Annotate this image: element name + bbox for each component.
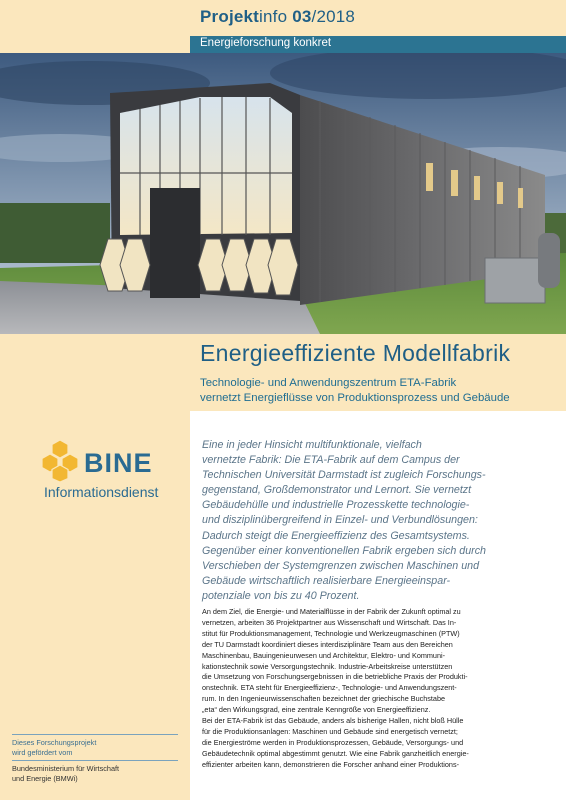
body-line: die Energieströme werden in Produktionsprozessen, Gebäude, Versorgungs- und (202, 737, 464, 747)
logo-wordmark: BINE (84, 448, 153, 478)
funding-divider (12, 760, 178, 761)
lead-line: Gegenüber einer konventionellen Fabrik ergeben sich durch (202, 544, 486, 557)
page-subtitle (200, 376, 510, 406)
lead-line: und disziplinübergreifend in Einzel- und Verbundlösungen: (202, 514, 478, 527)
body-line: für die Produktionsanlagen: Maschinen und Gebäude sind energetisch vernetzt; (202, 726, 458, 736)
header-bar (190, 0, 566, 36)
body-text (202, 607, 559, 771)
lead-line: Verschieben der Systemgrenzen zwischen Maschinen und (202, 559, 480, 572)
lead-line: Dadurch steigt die Energieeffizienz des Gesamtsystems. (202, 529, 470, 542)
funding-line: Dieses Forschungsprojekt (12, 738, 97, 747)
lead-line: Eine in jeder Hinsicht multifunktionale, vielfach (202, 439, 422, 451)
title-band (190, 334, 566, 411)
funding-line: wird gefördert vom (12, 748, 73, 757)
lead-line: Gebäude wirtschaftlich realisierbare Energieeinspar- (202, 574, 451, 587)
body-line: An dem Ziel, die Energie- und Materialflüsse in der Fabrik der Zukunft optimal zu (202, 607, 461, 616)
series-title: Projektinfo 03/2018 (200, 7, 356, 26)
hero-photo (0, 53, 566, 334)
body-line: der TU Darmstadt koordiniert dieses interdisziplinäre Team aus den Bereichen (202, 639, 453, 649)
factory-building-image (0, 53, 566, 334)
lead-line: gegenstand, Großdemonstrator und Lernort. Sie vernetzt (202, 484, 472, 497)
page-title: Energieeffiziente Modellfabrik (200, 340, 511, 366)
body-line: onstechnik. ETA steht für Energieeffizienz-, Technologie- und Anwendungszent- (202, 683, 457, 693)
lead-paragraph (202, 438, 552, 604)
body-line: die Umsetzung von Forschungsergebnissen in die betriebliche Praxis der Produkti- (202, 672, 468, 682)
funding-note (12, 732, 178, 784)
lead-line: vernetzte Fabrik: Die ETA-Fabrik auf dem Campus der (202, 454, 460, 467)
logo-tagline: Informationsdienst (44, 484, 159, 500)
lead-line: potenziale von bis zu 40 Prozent. (202, 589, 360, 602)
body-line: effizienter arbeiten kann, demonstrieren die Forscher anhand einer Produktions- (202, 759, 459, 769)
ministry-line: und Energie (BMWi) (12, 774, 78, 783)
body-line: Gebäudetechnik optimal abgestimmt genutzt. Wie eine Fabrik ganzheitlich energie- (202, 748, 469, 758)
category-bar (190, 36, 566, 53)
body-line: vernetzen, arbeiten 36 Projektpartner aus Wissenschaft und Wirtschaft. Das In- (202, 617, 457, 627)
funding-divider (12, 734, 178, 735)
ministry-line: Bundesministerium für Wirtschaft (12, 764, 120, 773)
subtitle-line: vernetzt Energieflüsse von Produktionsprozess und Gebäude (200, 392, 510, 404)
lead-line: Technischen Universität Darmstadt ist zugleich Forschungs- (202, 469, 486, 482)
body-line: stitut für Produktionsmanagement, Technologie und Werkzeugmaschinen (PTW) (202, 628, 460, 638)
bine-logo-icon (38, 438, 82, 482)
body-line: rum. In den Ingenieurwissenschaften bezeichnet der griechische Buchstabe (202, 694, 446, 704)
body-line: kationstechnik sowie Versorgungstechnik. Industrie-Arbeitskreise unterstützen (202, 661, 453, 671)
category-label: Energieforschung konkret (200, 37, 332, 49)
body-line: Maschinenbau, Bauingenieurwesen und Architektur, Elektro- und Kommuni- (202, 650, 446, 660)
body-line: „eta“ den Wirkungsgrad, eine zentrale Kenngröße von Energieeffizienz. (202, 705, 431, 715)
subtitle-line: Technologie- und Anwendungszentrum ETA-Fabrik (200, 377, 457, 389)
lead-line: Gebäudehülle und industrielle Prozesskette technologie- (202, 499, 470, 512)
body-line: Bei der ETA-Fabrik ist das Gebäude, anders als bisherige Hallen, nicht bloß Hülle (202, 716, 464, 726)
